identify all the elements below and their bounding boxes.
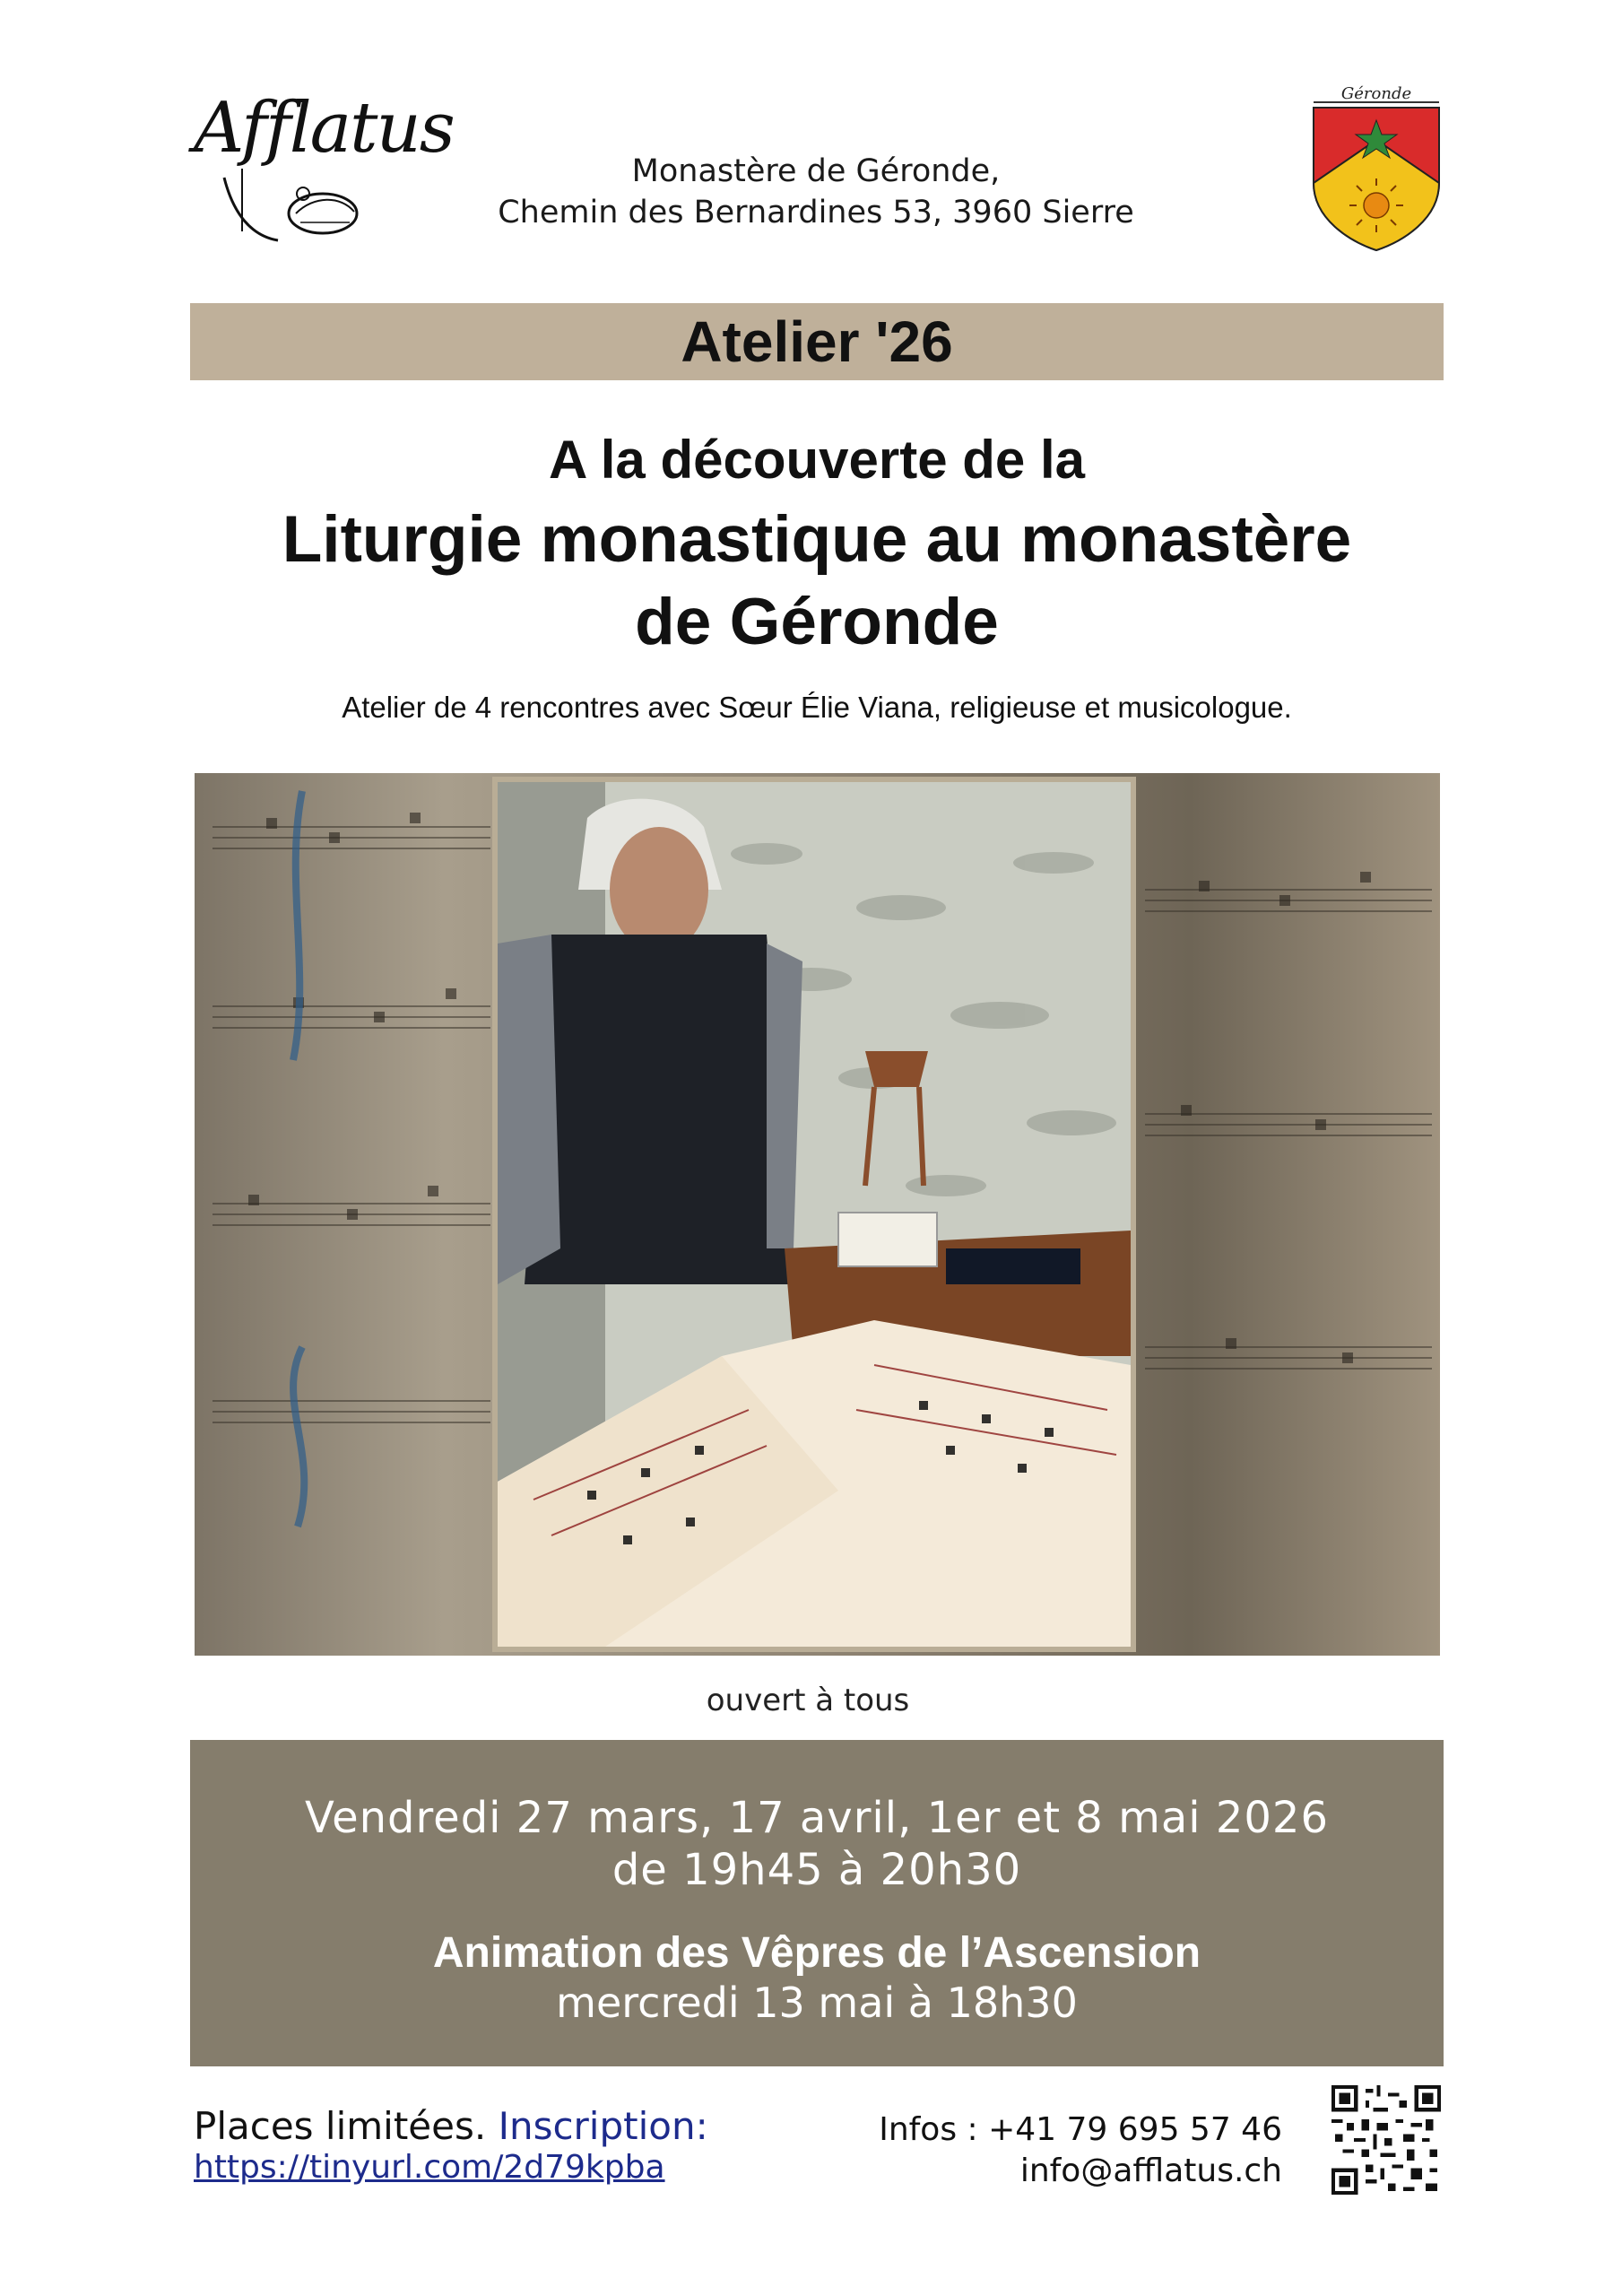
schedule-box: [190, 1740, 1444, 2066]
dates-line: Vendredi 27 mars, 17 avril, 1er et 8 mai 2026: [304, 1793, 1330, 1843]
photo-nun-with-chant-book: [498, 782, 1131, 1647]
page-title: [179, 499, 1454, 664]
registration-link[interactable]: https://tinyurl.com/2d79kpba: [194, 2149, 665, 2186]
coat-label: Géronde: [1340, 84, 1412, 103]
logo-text: Afflatus: [194, 88, 454, 169]
time-line: de 19h45 à 20h30: [612, 1845, 1022, 1895]
registration-note: [194, 2104, 708, 2148]
address-block: [448, 151, 1184, 233]
address-line-1: Monastère de Géronde,: [631, 153, 1001, 189]
subtitle: A la découverte de la: [548, 430, 1085, 490]
places-limited: Places limitées.: [194, 2104, 487, 2148]
photo-manuscript-background: [195, 773, 1440, 1656]
title-line-1: Liturgie monastique au monastère: [282, 503, 1352, 576]
email-address: info@afflatus.ch: [1019, 2152, 1282, 2189]
inscription-label: Inscription:: [498, 2104, 708, 2148]
contact-info: [861, 2109, 1282, 2192]
qr-code: [1331, 2085, 1441, 2195]
vepres-date: mercredi 13 mai à 18h30: [556, 1979, 1078, 2027]
banner-title: Atelier '26: [681, 309, 953, 374]
title-line-2: de Géronde: [635, 586, 999, 658]
vepres-title: Animation des Vêpres de l’Ascension: [432, 1929, 1201, 1977]
atelier-banner: [190, 303, 1444, 380]
description: Atelier de 4 rencontres avec Sœur Élie Viana, religieuse et musicologue.: [342, 691, 1292, 724]
geronde-coat-of-arms: [1305, 84, 1448, 255]
session-dates: [190, 1792, 1444, 1896]
open-to-all-note: ouvert à tous: [706, 1683, 910, 1718]
afflatus-logo: [188, 79, 454, 249]
phone-number: Infos : +41 79 695 57 46: [879, 2111, 1282, 2148]
address-line-2: Chemin des Bernardines 53, 3960 Sierre: [498, 195, 1134, 230]
